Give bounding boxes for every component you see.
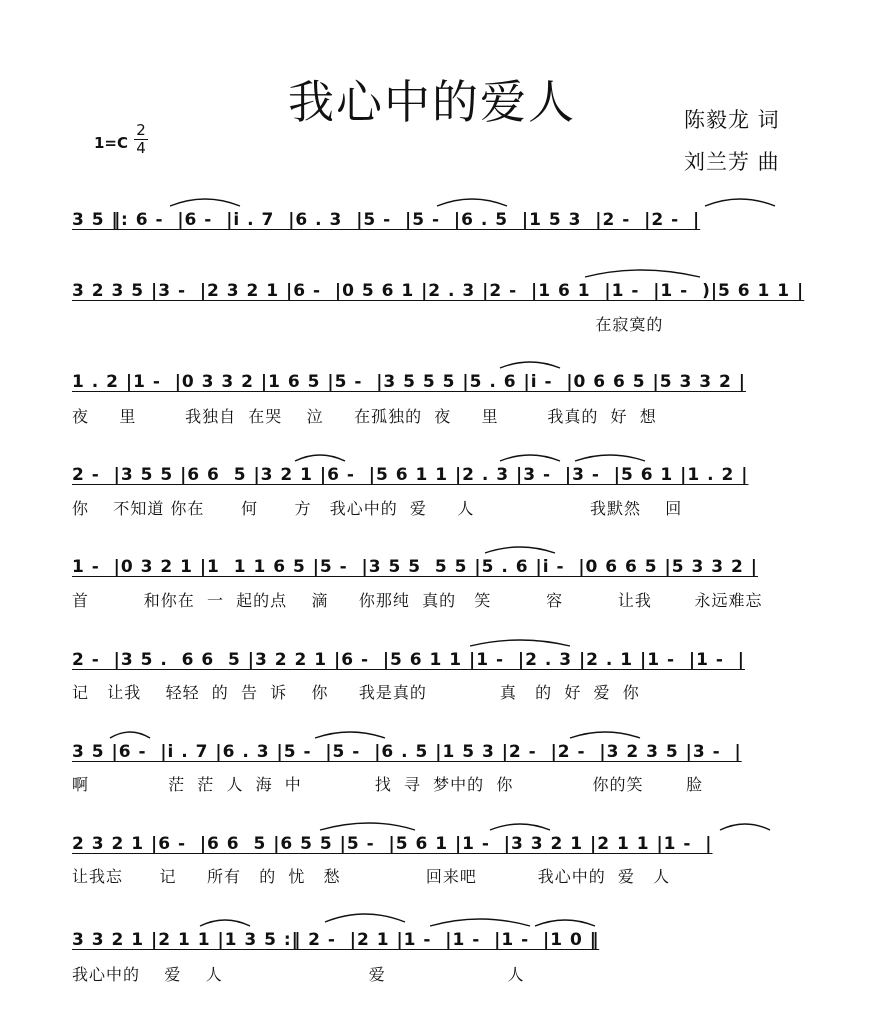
key-signature: 1=C xyxy=(94,134,129,152)
slur-14 xyxy=(320,823,415,830)
lyrics-line-4: 你 不知道 你在 何 方 我心中的 爱 人 我默然 回 xyxy=(72,499,683,518)
lyrics-line-2: 在寂寞的 xyxy=(72,315,664,334)
composer-credit: 刘兰芳 曲 xyxy=(684,150,780,174)
song-title: 我心中的爱人 xyxy=(288,75,576,129)
slur-18 xyxy=(325,914,405,922)
time-signature xyxy=(134,122,148,157)
slur-5 xyxy=(500,362,560,368)
notes-line-7: 3 5 |6 - |i . 7 |6 . 3 |5 - |5 - |6 . 5 |1 5 3 |2 - |2 - |3 2 3 5 |3 - | xyxy=(72,742,742,762)
lyrics-line-7: 啊 茫 茫 人 海 中 找 寻 梦中的 你 你的笑 脸 xyxy=(72,775,704,794)
lyrics-line-5: 首 和你在 一 起的点 滴 你那纯 真的 笑 容 让我 永远难忘 xyxy=(72,591,763,610)
slur-16 xyxy=(720,824,770,830)
notes-line-9: 3 3 2 1 |2 1 1 |1 3 5 :‖ 2 - |2 1 |1 - |1 - |1 - |1 0 ‖ xyxy=(72,930,600,950)
notes-line-5: 1 - |0 3 2 1 |1 1 1 6 5 |5 - |3 5 5 5 5 |5 . 6 |i - |0 6 6 5 |5 3 3 2 | xyxy=(72,557,758,577)
slur-1 xyxy=(170,199,240,206)
slur-10 xyxy=(470,640,570,646)
notes-line-8: 2 3 2 1 |6 - |6 6 5 |6 5 5 |5 - |5 6 1 |1 - |3 3 2 1 |2 1 1 |1 - | xyxy=(72,834,713,854)
slur-8 xyxy=(575,455,645,461)
slur-13 xyxy=(570,732,640,738)
slur-4 xyxy=(585,270,700,277)
slur-12 xyxy=(315,732,385,738)
lyrics-line-8: 让我忘 记 所有 的 忧 愁 回来吧 我心中的 爱 人 xyxy=(72,867,671,886)
lyrics-line-3: 夜 里 我独自 在哭 泣 在孤独的 夜 里 我真的 好 想 xyxy=(72,407,657,426)
slur-9 xyxy=(485,547,555,553)
slur-20 xyxy=(535,920,595,926)
slur-7 xyxy=(500,455,560,461)
meter-top: 2 xyxy=(134,122,148,140)
lyrics-line-6: 记 让我 轻轻 的 告 诉 你 我是真的 真 的 好 爱 你 xyxy=(72,683,640,702)
slur-2 xyxy=(437,199,507,206)
notes-line-4: 2 - |3 5 5 |6 6 5 |3 2 1 |6 - |5 6 1 1 |2 . 3 |3 - |3 - |5 6 1 |1 . 2 | xyxy=(72,465,749,485)
slur-6 xyxy=(295,455,345,461)
lyricist-credit: 陈毅龙 词 xyxy=(684,108,780,132)
meter-bottom: 4 xyxy=(136,139,146,157)
slur-17 xyxy=(200,920,250,926)
slur-19 xyxy=(430,919,530,926)
slur-11 xyxy=(110,732,150,738)
lyrics-line-9: 我心中的 爱 人 爱 人 xyxy=(72,965,525,984)
notes-line-3: 1 . 2 |1 - |0 3 3 2 |1 6 5 |5 - |3 5 5 5 |5 . 6 |i - |0 6 6 5 |5 3 3 2 | xyxy=(72,372,746,392)
slur-3 xyxy=(705,199,775,206)
notes-line-6: 2 - |3 5 . 6 6 5 |3 2 2 1 |6 - |5 6 1 1 |1 - |2 . 3 |2 . 1 |1 - |1 - | xyxy=(72,650,745,670)
slur-15 xyxy=(490,824,550,830)
notes-line-1: 3 5 ‖: 6 - |6 - |i . 7 |6 . 3 |5 - |5 - |6 . 5 |1 5 3 |2 - |2 - | xyxy=(72,210,701,230)
notes-line-2: 3 2 3 5 |3 - |2 3 2 1 |6 - |0 5 6 1 |2 . 3 |2 - |1 6 1 |1 - |1 - )|5 6 1 1 | xyxy=(72,281,805,301)
